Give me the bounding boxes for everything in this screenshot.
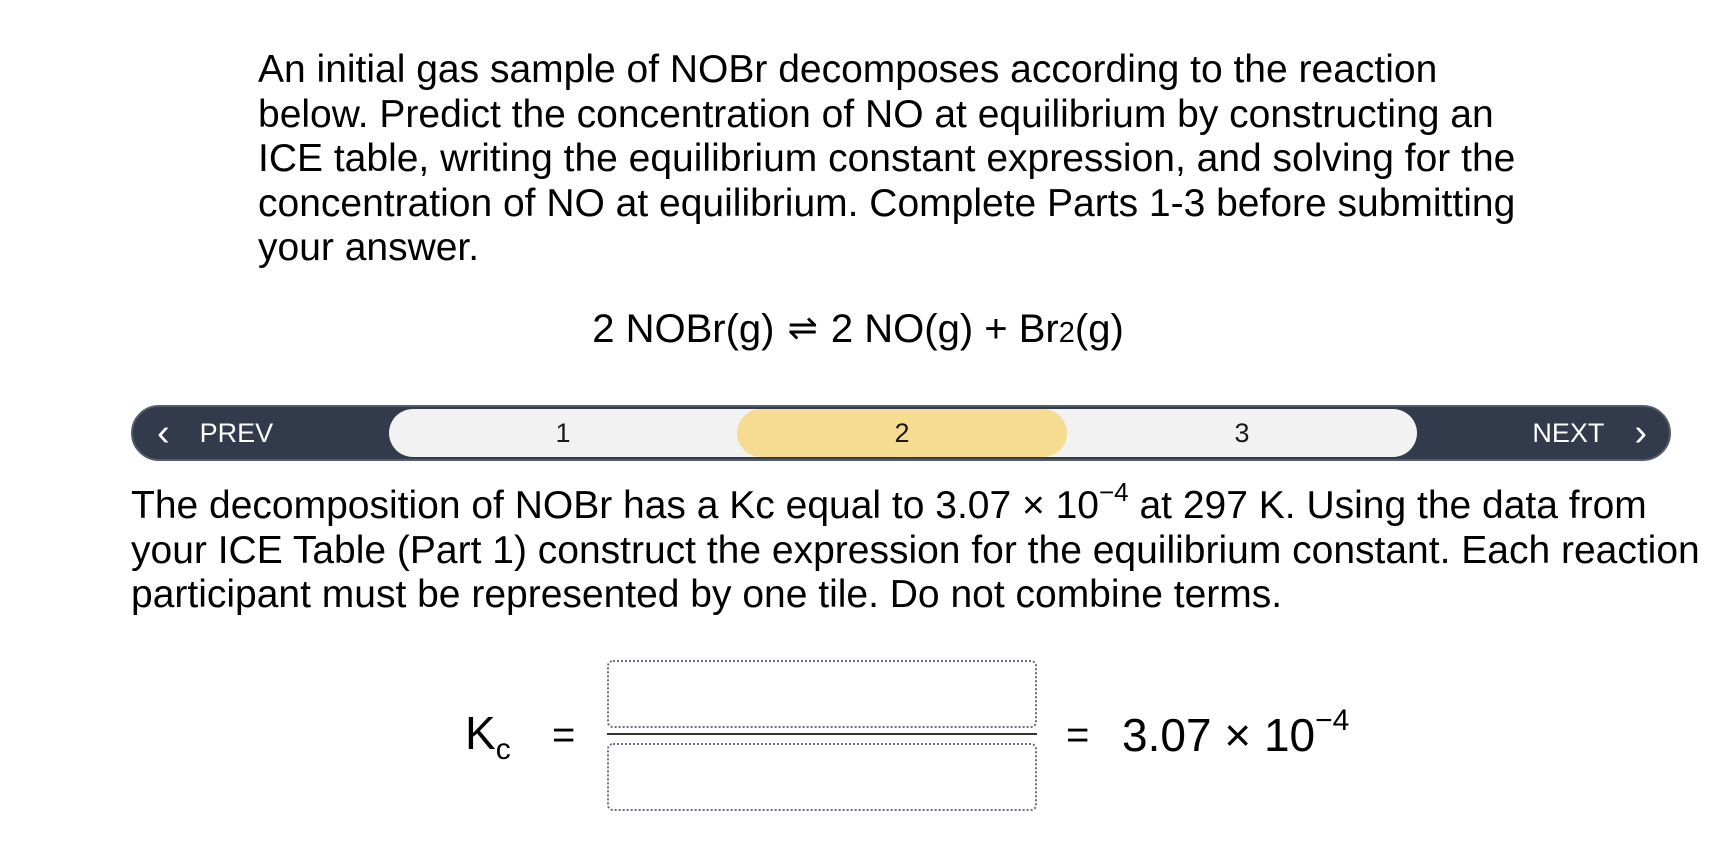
equals-sign-left: = <box>552 713 576 757</box>
kc-value-base: 3.07 × 10 <box>1122 709 1316 761</box>
fraction-bar <box>607 733 1037 735</box>
question-part-1: The decomposition of NOBr has a Kc equal to 3.07 × 10 <box>131 484 1099 527</box>
step-3-tab[interactable]: 3 <box>1234 417 1250 448</box>
reaction-product-state: (g) <box>1074 307 1124 351</box>
step-1-tab[interactable]: 1 <box>555 417 571 448</box>
problem-intro: An initial gas sample of NOBr decomposes according to the reaction below. Predict the concentration of NO at equilibrium by constructing an ICE table, writing the equilibrium constant expression, and solving for the concentration of NO at equilibrium. Complete Parts 1-3 before submitting your answer. <box>258 48 1516 269</box>
reaction-reactant: 2 NOBr(g) <box>592 307 775 351</box>
kc-symbol <box>465 708 511 765</box>
equilibrium-arrow-icon: ⇌ <box>787 307 818 348</box>
step-2-tab[interactable]: 2 <box>737 409 1067 457</box>
chevron-right-icon: › <box>1634 412 1647 454</box>
prev-label: PREV <box>199 417 274 448</box>
question-text <box>131 477 1701 618</box>
part-navigation-bar <box>131 405 1671 461</box>
question-part-2: at 297 K. Using the data from your ICE Table (Part 1) construct the expression for the equilibrium constant. Each reaction participant must be represented by one tile. Do not combine terms. <box>131 484 1700 616</box>
next-button[interactable] <box>1532 407 1647 459</box>
reaction-product: 2 NO(g) + Br <box>830 307 1059 351</box>
chevron-left-icon: ‹ <box>157 412 170 454</box>
kc-letter: K <box>465 707 496 759</box>
prev-button[interactable] <box>157 407 273 459</box>
chemical-reaction <box>0 306 1716 356</box>
next-label: NEXT <box>1532 417 1605 448</box>
question-exponent: −4 <box>1099 477 1129 507</box>
denominator-drop-zone[interactable] <box>607 743 1037 811</box>
kc-value-exponent: −4 <box>1315 703 1350 737</box>
step-selector <box>389 409 1417 457</box>
equals-sign-right: = <box>1066 713 1090 757</box>
kc-value <box>1122 703 1350 761</box>
reaction-product-subscript: 2 <box>1058 317 1075 349</box>
numerator-drop-zone[interactable] <box>607 660 1037 728</box>
kc-subscript: c <box>495 733 511 766</box>
